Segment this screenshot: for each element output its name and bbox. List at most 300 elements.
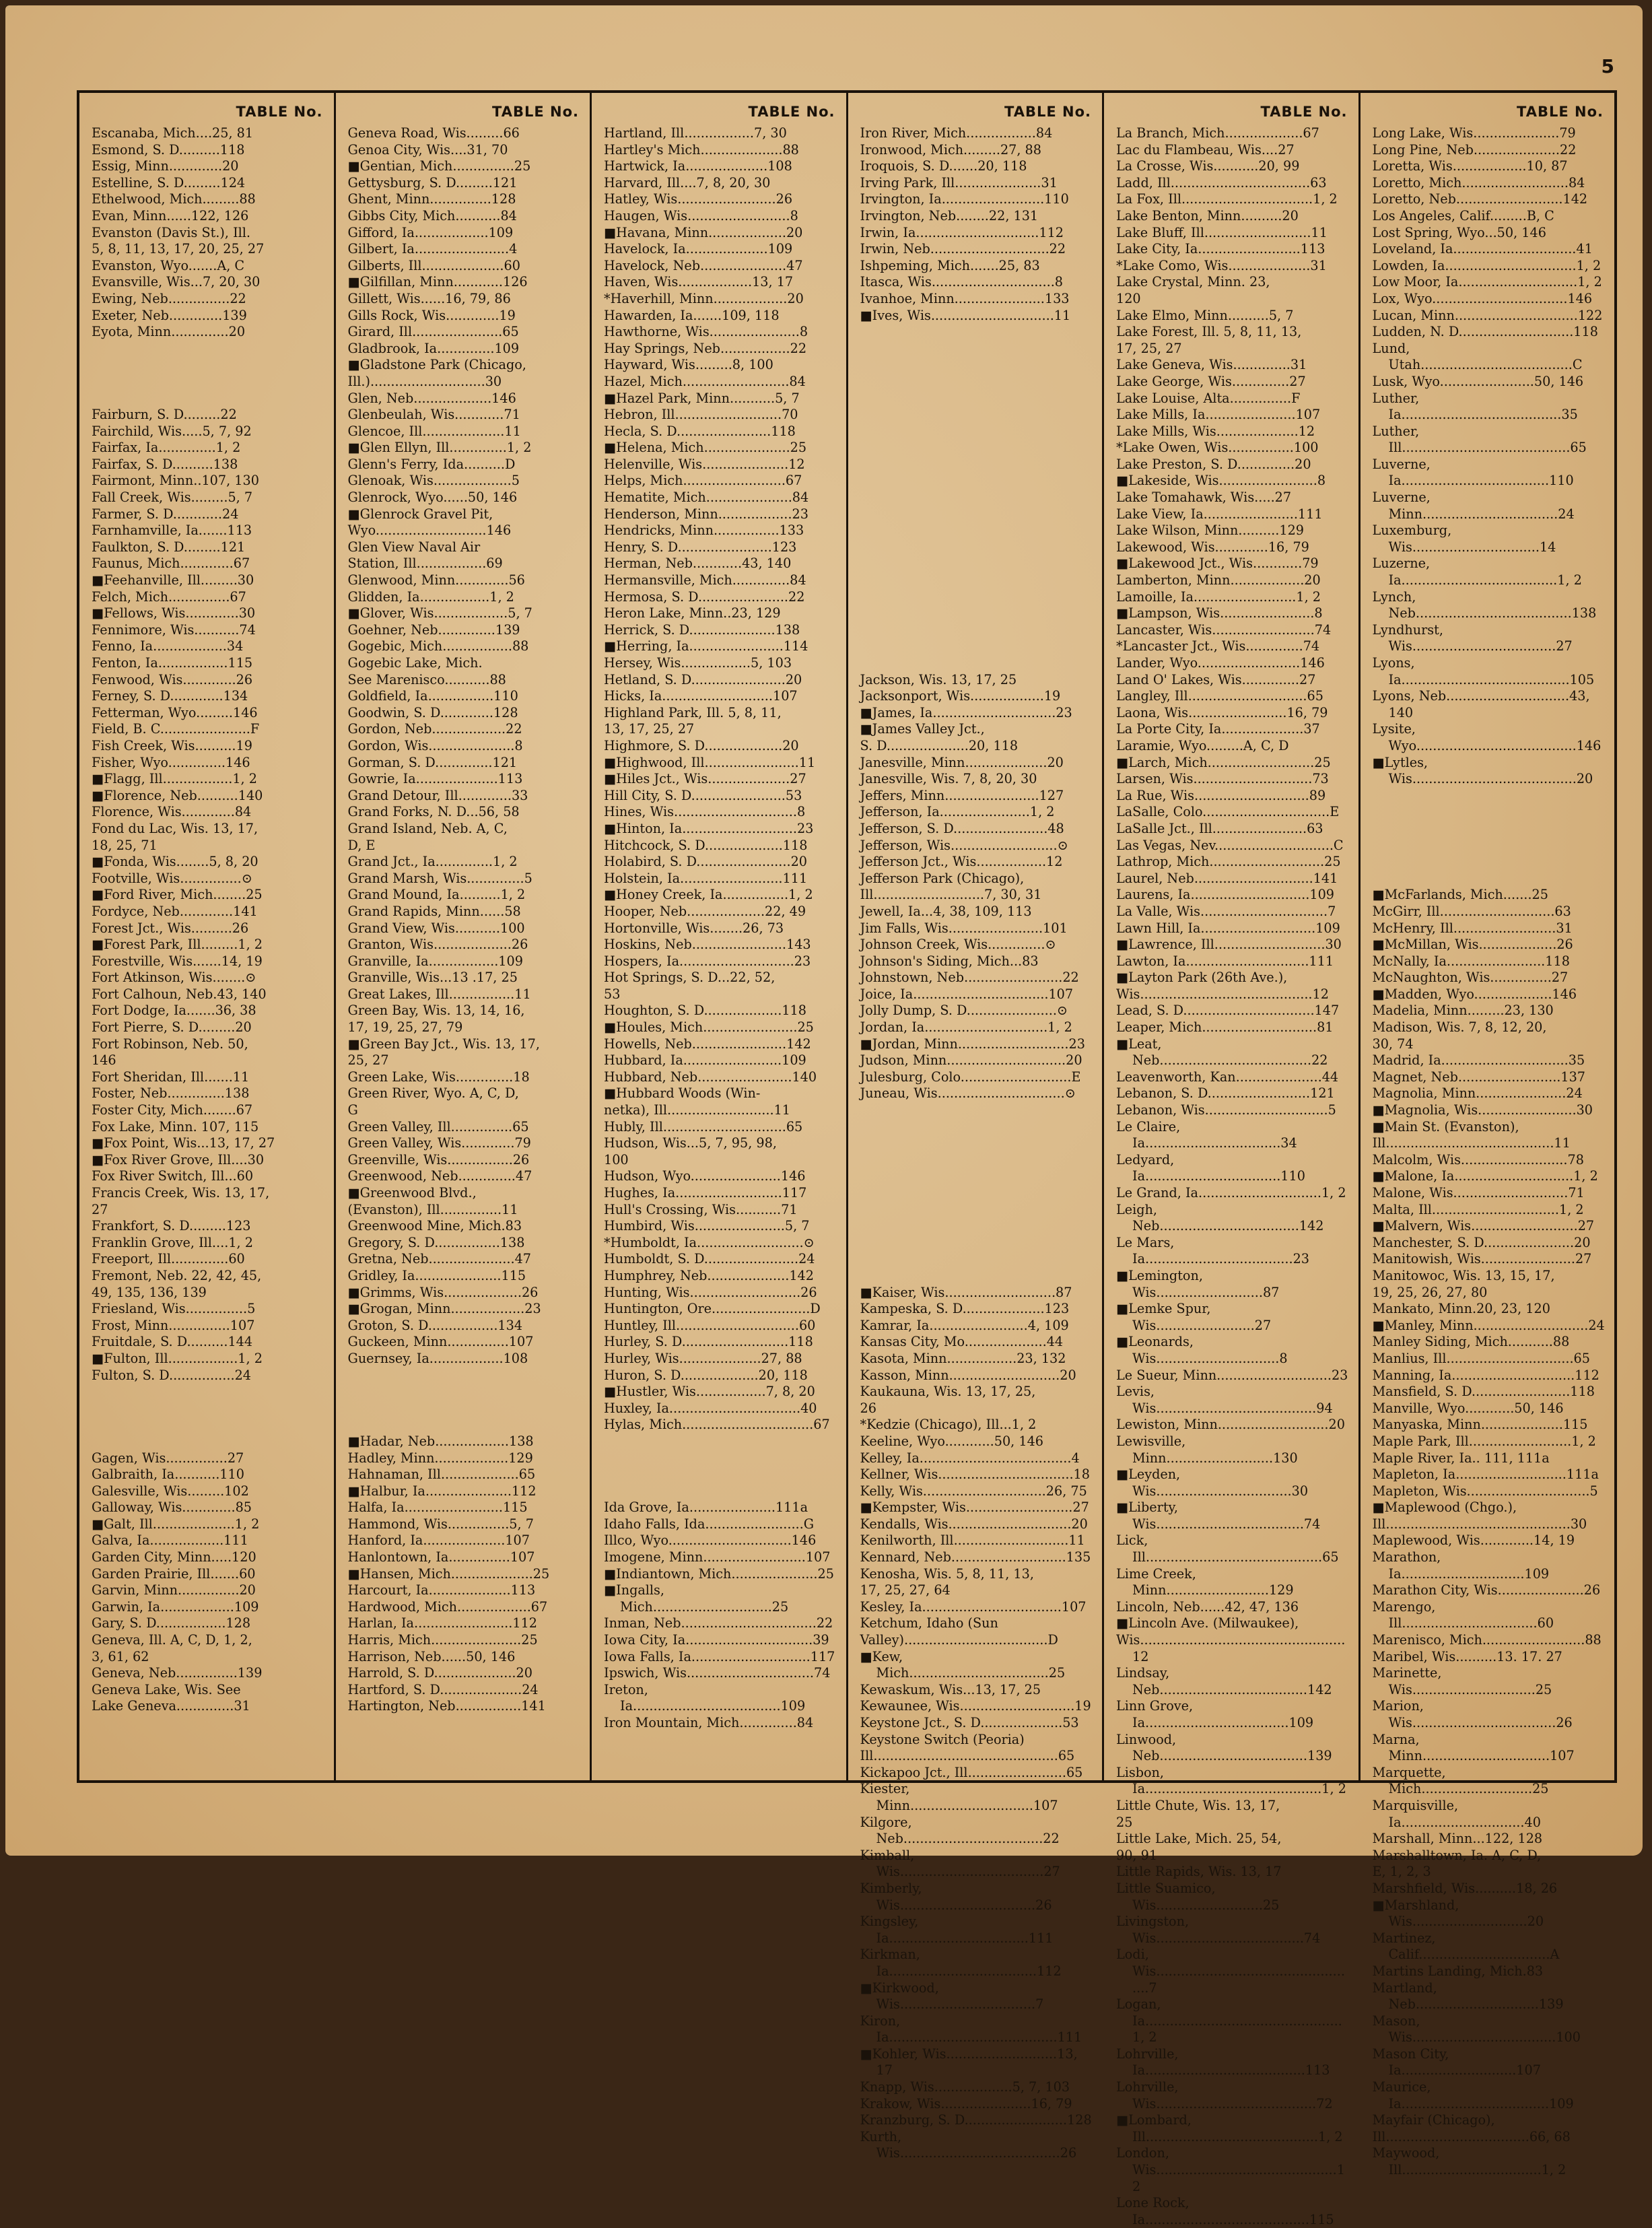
page-number: 5 — [1601, 55, 1614, 77]
index-entry: Lake Mills, Ia......................107 — [1116, 407, 1321, 423]
index-entry: Humboldt, S. D.......................24 — [604, 1251, 815, 1267]
index-entry: Humphrey, Neb....................142 — [604, 1267, 814, 1283]
section-gap — [92, 391, 324, 407]
index-entry: Martinez, Calif................................A — [1372, 1930, 1560, 1963]
index-entry: Gowrie, Ia....................113 — [347, 771, 523, 787]
index-entry: Holstein, Ia.........................111 — [604, 870, 808, 886]
section-gap — [1373, 821, 1606, 838]
index-entry: Ill...........................7, 30, 31 — [860, 887, 1042, 903]
index-column-2 — [336, 93, 592, 1780]
index-entry: Valley)...................................D — [860, 1632, 1058, 1648]
index-entry: Jordan, Ia..............................1, 2 — [860, 1019, 1072, 1036]
index-entry: Hicks, Ia...........................107 — [604, 688, 798, 704]
section-gap — [860, 1251, 1093, 1268]
index-entry: Humbird, Wis......................5, 7 — [604, 1218, 810, 1234]
index-entry: Lake Elmo, Minn..........5, 7 — [1116, 307, 1294, 323]
index-entry: Fall Creek, Wis.........5, 7 — [92, 490, 253, 506]
index-entry: netka), Ill..........................11 — [604, 1102, 791, 1118]
index-entry: ■Malone, Ia.............................1, 2 — [1372, 1168, 1598, 1184]
index-entry: Iron Mountain, Mich..............84 — [604, 1715, 814, 1730]
section-gap — [860, 506, 1093, 523]
index-entry: Genoa City, Wis....31, 70 — [347, 141, 508, 158]
index-entry: Lucan, Minn..............................122 — [1372, 307, 1603, 323]
index-entry: ■Magnolia, Wis........................30 — [1372, 1102, 1593, 1118]
index-entry: (Evanston), Ill...............11 — [347, 1201, 518, 1217]
index-entry: Le Sueur, Minn............................23 — [1116, 1367, 1348, 1383]
index-entry: Farnhamville, Ia.......113 — [92, 522, 252, 539]
index-entry: Lamberton, Minn..................20 — [1116, 572, 1321, 588]
index-entry: Evanston, Wyo.......A, C — [92, 257, 245, 273]
index-entry: Havelock, Ia....................109 — [604, 241, 793, 257]
index-entry: Hurley, S. D..........................118 — [604, 1334, 813, 1350]
index-entry: Franklin Grove, Ill....1, 2 — [92, 1234, 253, 1250]
index-entry: LaSalle Jct., Ill.......................63 — [1116, 820, 1323, 836]
index-entry: Hudson, Wyo......................146 — [604, 1168, 806, 1184]
index-entry: Goehner, Neb..............139 — [347, 621, 520, 638]
index-entry: Glenrock, Wyo......50, 146 — [347, 490, 518, 506]
index-entry: Fond du Lac, Wis. 13, 17, — [92, 820, 259, 836]
section-gap — [860, 473, 1093, 490]
index-entry: Girard, Ill......................65 — [347, 324, 519, 340]
index-entry: Station, Ill.................69 — [347, 555, 503, 572]
index-entry: Malta, Ill...............................1, 2 — [1372, 1201, 1584, 1217]
index-entry: Faunus, Mich.............67 — [92, 555, 250, 572]
index-entry: Hazel, Mich..........................84 — [604, 373, 806, 389]
section-gap — [860, 638, 1093, 655]
index-entry: Gorman, S. D..............121 — [347, 754, 518, 770]
index-entry: Fort Pierre, S. D.........20 — [92, 1019, 252, 1036]
index-entry: Hadley, Minn..................129 — [347, 1450, 533, 1466]
index-entry: Maplewood, Wis.............14, 19 — [1372, 1532, 1575, 1549]
index-entry: Illco, Wyo..............................146 — [604, 1532, 817, 1549]
index-entry: Huntington, Ore........................D — [604, 1301, 821, 1317]
column-entries — [860, 125, 1093, 2162]
index-entry: Mason City, Ia............................107 — [1372, 2046, 1541, 2079]
index-entry: Levis, Wis.......................................94 — [1116, 1384, 1333, 1416]
section-gap — [860, 555, 1093, 572]
index-entry: Halfa, Ia........................115 — [347, 1499, 528, 1516]
index-entry: Gladbrook, Ia..............109 — [347, 340, 520, 356]
index-entry: Hartford, S. D....................24 — [347, 1681, 539, 1697]
section-gap — [860, 1168, 1093, 1185]
index-entry: Lime Creek, Minn.........................129 — [1116, 1565, 1294, 1598]
section-gap — [92, 1384, 324, 1400]
index-entry: Hermosa, S. D......................22 — [604, 588, 805, 605]
index-entry: Leavenworth, Kan.....................44 — [1116, 1069, 1339, 1085]
index-entry: Hebron, Ill..........................70 — [604, 407, 798, 423]
index-entry: Hayward, Wis.........8, 100 — [604, 357, 773, 373]
index-entry: Lake Bluff, Ill..........................11 — [1116, 224, 1328, 240]
index-entry: G — [347, 1102, 358, 1118]
index-entry: Fisher, Wyo..............146 — [92, 754, 250, 770]
index-entry: Green Valley, Ill...............65 — [347, 1118, 529, 1135]
index-entry: Lisbon, Ia...........................................1, 2 — [1116, 1764, 1346, 1797]
index-entry: Lamoille, Ia.........................1, 2 — [1116, 588, 1321, 605]
index-entry: ■Galt, Ill....................1, 2 — [92, 1516, 260, 1532]
index-entry: ■Lakeside, Wis........................8 — [1116, 473, 1326, 489]
index-entry: Gordon, Wis.....................8 — [347, 737, 523, 753]
index-entry: Lebanon, Wis..............................5 — [1116, 1102, 1336, 1118]
index-entry: Hawarden, Ia.......109, 118 — [604, 307, 780, 323]
index-entry: ■Honey Creek, Ia................1, 2 — [604, 887, 813, 903]
index-entry: Maurice, Ia....................................109 — [1372, 2079, 1574, 2112]
index-entry: Marquette, Mich...........................25 — [1372, 1764, 1549, 1797]
index-entry: Jefferson, Wis..........................⊙ — [860, 837, 1068, 853]
index-entry: Hermansville, Mich..............84 — [604, 572, 806, 588]
index-entry: 26 — [860, 1400, 876, 1416]
section-gap — [860, 1119, 1093, 1136]
index-entry: Los Angeles, Calif.........B, C — [1372, 207, 1554, 224]
section-gap — [860, 374, 1093, 391]
index-entry: Martland, Neb..............................139 — [1372, 1980, 1564, 2013]
index-entry: ■James Valley Jct., — [860, 721, 985, 737]
index-entry: Hubbard, Neb.......................140 — [604, 1069, 817, 1085]
index-entry: Kimberly, Wis.................................26 — [860, 1880, 1052, 1913]
index-entry: Gary, S. D.................128 — [92, 1615, 251, 1631]
index-entry: Lake Benton, Minn..........20 — [1116, 207, 1299, 224]
index-entry: Grand Jct., Ia..............1, 2 — [347, 854, 518, 870]
index-entry: ■Lakewood Jct., Wis............79 — [1116, 555, 1319, 572]
section-gap — [1373, 804, 1606, 821]
index-entry: Irwin, Neb.............................22 — [860, 241, 1066, 257]
index-entry: Lake George, Wis..............27 — [1116, 373, 1306, 389]
column-entries — [92, 125, 324, 1715]
index-entry: Wis..................................................12 — [1116, 1632, 1346, 1664]
index-entry: S. D....................20, 118 — [860, 737, 1019, 753]
index-entry: Highmore, S. D...................20 — [604, 737, 799, 753]
index-entry: Fetterman, Wyo.........146 — [92, 704, 258, 720]
index-entry: Loretto, Mich..........................84 — [1372, 174, 1585, 191]
index-entry: *Humboldt, Ia..........................⊙ — [604, 1234, 815, 1250]
index-entry: Hay Springs, Neb.................22 — [604, 340, 807, 356]
index-entry: Marshfield, Wis..........18, 26 — [1372, 1880, 1558, 1896]
index-entry: Gibbs City, Mich...........84 — [347, 207, 517, 224]
index-entry: Francis Creek, Wis. 13, 17, — [92, 1185, 270, 1201]
index-entry: Marengo, Ill.................................60 — [1372, 1598, 1554, 1631]
index-entry: ■Hiles Jct., Wis....................27 — [604, 771, 806, 787]
section-gap — [604, 1450, 837, 1467]
index-entry: Luverne, Minn.................................24 — [1372, 490, 1575, 522]
index-entry: 19, 25, 26, 27, 80 — [1372, 1284, 1488, 1300]
index-entry: Malone, Wis............................71 — [1372, 1185, 1585, 1201]
index-entry: ■Gentian, Mich...............25 — [347, 158, 531, 174]
index-entry: ■Indiantown, Mich.....................25 — [604, 1565, 834, 1582]
index-entry: Lawton, Ia..............................111 — [1116, 953, 1334, 969]
index-entry: Gifford, Ia..................109 — [347, 224, 514, 240]
index-entry: Lake Forest, Ill. 5, 8, 11, 13, — [1116, 324, 1302, 340]
column-entries — [348, 125, 581, 1715]
index-entry: ■Ingalls, Mich.............................25 — [604, 1582, 789, 1615]
index-entry: La Branch, Mich...................67 — [1116, 125, 1319, 141]
index-entry: Glenwood, Minn.............56 — [347, 572, 525, 588]
index-entry: Hartwick, Ia....................108 — [604, 158, 792, 174]
index-entry: ■Lawrence, Ill...........................30 — [1116, 937, 1342, 953]
index-entry: McNally, Ia........................118 — [1372, 953, 1570, 969]
index-entry: Little Suamico, Wis..........................25 — [1116, 1880, 1280, 1913]
index-entry: Manitowoc, Wis. 13, 15, 17, — [1372, 1267, 1555, 1283]
index-entry: Hull's Crossing, Wis...........71 — [604, 1201, 798, 1217]
index-entry: Hawthorne, Wis......................8 — [604, 324, 808, 340]
index-entry: ■Florence, Neb..........140 — [92, 787, 263, 803]
section-gap — [860, 1268, 1093, 1285]
index-entry: Linwood, Neb....................................139 — [1116, 1731, 1332, 1764]
index-entry: ■Fonda, Wis........5, 8, 20 — [92, 854, 259, 870]
index-entry: Julesburg, Colo...........................E — [860, 1069, 1081, 1085]
index-entry: Le Grand, Ia..............................1, 2 — [1116, 1185, 1346, 1201]
index-entry: La Porte City, Ia....................37 — [1116, 721, 1320, 737]
index-entry: Hortonville, Wis........26, 73 — [604, 920, 784, 936]
index-entry: Evansville, Wis...7, 20, 30 — [92, 274, 261, 290]
index-entry: Irvington, Neb........22, 131 — [860, 207, 1039, 224]
index-entry: ■Helena, Mich.....................25 — [604, 440, 807, 456]
index-entry: Lodi, Wis..................................................7 — [1116, 1947, 1345, 1996]
index-entry: 17, 19, 25, 27, 79 — [347, 1019, 463, 1036]
section-gap — [92, 1417, 324, 1433]
index-entry: Fairfax, Ia..............1, 2 — [92, 440, 241, 456]
index-entry: Marshall, Minn...122, 128 — [1372, 1831, 1543, 1847]
index-entry: Iroquois, S. D.......20, 118 — [860, 158, 1027, 174]
index-entry: Lewisville, Minn..........................130 — [1116, 1433, 1298, 1466]
index-entry: Langley, Ill.............................65 — [1116, 688, 1323, 704]
index-entry: ■James, Ia..............................23 — [860, 704, 1072, 720]
index-entry: ■Larch, Mich..........................25 — [1116, 754, 1331, 770]
index-entry: Lake View, Ia.......................111 — [1116, 506, 1323, 522]
index-entry: Lathrop, Mich............................25 — [1116, 854, 1341, 870]
index-entry: Mason, Wis...................................100 — [1372, 2013, 1581, 2046]
index-entry: ■Main St. (Evanston), — [1372, 1118, 1519, 1135]
index-entry: McGirr, Ill............................63 — [1372, 903, 1571, 919]
index-entry: Kamrar, Ia........................4, 109 — [860, 1317, 1069, 1333]
index-entry: Ledyard, Ia.................................110 — [1116, 1151, 1305, 1184]
index-entry: ■Malvern, Wis..........................27 — [1372, 1218, 1595, 1234]
index-entry: Highland Park, Ill. 5, 8, 11, — [604, 704, 782, 720]
index-entry: Havelock, Neb.....................47 — [604, 257, 803, 273]
index-entry: Lake Preston, S. D..............20 — [1116, 456, 1311, 472]
index-entry: Jim Falls, Wis.......................101 — [860, 920, 1068, 936]
index-entry: Low Moor, Ia.............................1, 2 — [1372, 274, 1602, 290]
index-entry: Kiron, Ia.........................................111 — [860, 2013, 1082, 2046]
index-entry: Manyaska, Minn....................115 — [1372, 1417, 1588, 1433]
index-entry: Maywood, Ill..................................1, 2 — [1372, 2145, 1567, 2178]
index-entry: Magnet, Neb.........................137 — [1372, 1069, 1586, 1085]
index-entry: Lynch, Neb......................................138 — [1372, 588, 1597, 621]
section-gap — [604, 1483, 837, 1500]
index-entry: ■Lincoln Ave. (Milwaukee), — [1116, 1615, 1299, 1631]
index-entry: *Lake Como, Wis....................31 — [1116, 257, 1327, 273]
index-entry: Esmond, S. D..........118 — [92, 141, 245, 158]
index-entry: ■Maplewood (Chgo.), — [1372, 1499, 1517, 1516]
index-entry: McHenry, Ill.........................31 — [1372, 920, 1573, 936]
index-entry: Guckeen, Minn...............107 — [347, 1334, 534, 1350]
index-entry: Kasson, Minn...........................20 — [860, 1367, 1076, 1383]
index-entry: Estelline, S. D.........124 — [92, 174, 246, 191]
index-entry: Land O' Lakes, Wis..............27 — [1116, 671, 1316, 687]
index-entry: Ida Grove, Ia.....................111a — [604, 1499, 808, 1516]
index-entry: Harcourt, Ia....................113 — [347, 1582, 536, 1598]
index-entry: ■Grogan, Minn..................23 — [347, 1301, 541, 1317]
index-entry: Hill City, S. D.......................53 — [604, 787, 802, 803]
index-entry: Manville, Wyo............50, 146 — [1372, 1400, 1564, 1416]
index-entry: Lusk, Wyo.......................50, 146 — [1372, 373, 1584, 389]
index-entry: Harlan, Ia........................112 — [347, 1615, 537, 1631]
index-entry: ■Glen Ellyn, Ill..............1, 2 — [347, 440, 532, 456]
index-entry: Loretta, Wis..................10, 87 — [1372, 158, 1568, 174]
index-entry: Jefferson Jct., Wis.................12 — [860, 854, 1063, 870]
index-entry: 120 — [1116, 290, 1141, 306]
section-gap — [860, 1135, 1093, 1152]
index-entry: La Valle, Wis...............................7 — [1116, 903, 1336, 919]
index-entry: Goldfield, Ia................110 — [347, 688, 518, 704]
index-entry: Jacksonport, Wis..................19 — [860, 688, 1061, 704]
section-gap — [860, 391, 1093, 407]
index-entry: Mankato, Minn.20, 23, 120 — [1372, 1301, 1550, 1317]
index-entry: Krakow, Wis......................16, 79 — [860, 2095, 1072, 2112]
index-entry: E, 1, 2, 3 — [1372, 1864, 1431, 1880]
index-entry: Hunting, Wis...........................26 — [604, 1284, 817, 1300]
index-entry: Groton, S. D.................134 — [347, 1317, 523, 1333]
index-entry: Marathon City, Wis.....................26 — [1372, 1582, 1601, 1598]
index-entry: Friesland, Wis...............5 — [92, 1301, 256, 1317]
index-entry: Galbraith, Ia...........110 — [92, 1466, 244, 1483]
column-entries — [1373, 125, 1606, 2179]
index-entry: Jefferson, Ia......................1, 2 — [860, 804, 1055, 820]
index-entry: Heron Lake, Minn..23, 129 — [604, 605, 781, 621]
index-entry: ■Liberty, Wis....................................74 — [1116, 1499, 1321, 1532]
section-gap — [860, 1152, 1093, 1169]
index-entry: ■Greenwood Blvd., — [347, 1185, 477, 1201]
index-entry: Ishpeming, Mich.......25, 83 — [860, 257, 1040, 273]
index-entry: Lyons, Neb..............................43, 140 — [1372, 688, 1594, 720]
section-gap — [860, 522, 1093, 539]
index-entry: ■Kohler, Wis...........................13, 17 — [860, 2046, 1082, 2079]
section-gap — [92, 1400, 324, 1417]
index-entry: Fairburn, S. D.........22 — [92, 407, 237, 423]
index-entry: Lac du Flambeau, Wis....27 — [1116, 141, 1295, 158]
index-entry: Manning, Ia..............................112 — [1372, 1367, 1599, 1383]
index-entry: Jewell, Ia...4, 38, 109, 113 — [860, 903, 1032, 919]
index-entry: Manley Siding, Mich...........88 — [1372, 1334, 1570, 1350]
index-entry: Kaukauna, Wis. 13, 17, 25, — [860, 1384, 1036, 1400]
index-entry: 5, 8, 11, 13, 17, 20, 25, 27 — [92, 241, 265, 257]
index-entry: Linn Grove, Ia...................................109 — [1116, 1698, 1314, 1730]
section-gap — [860, 457, 1093, 473]
index-entry: Footville, Wis...............⊙ — [92, 870, 252, 886]
index-entry: Essig, Minn.............20 — [92, 158, 239, 174]
index-entry: Kickapoo Jct., Ill........................65 — [860, 1764, 1083, 1780]
index-entry: ■Grimms, Wis...................26 — [347, 1284, 539, 1300]
index-entry: Mayfair (Chicago), — [1372, 2112, 1495, 2128]
index-entry: Fort Atkinson, Wis........⊙ — [92, 970, 256, 986]
index-entry: Galva, Ia..................111 — [92, 1532, 248, 1549]
index-entry: 13, 17, 25, 27 — [604, 721, 695, 737]
index-entry: Lone Rock, Ia........................................115 — [1116, 2195, 1334, 2227]
section-gap — [604, 1433, 837, 1450]
index-entry: Lick, Ill...........................................65 — [1116, 1532, 1339, 1565]
index-entry: Little Lake, Mich. 25, 54, — [1116, 1831, 1282, 1847]
index-entry: Gridley, Ia.....................115 — [347, 1267, 526, 1283]
index-entry: Marion, Wis...................................26 — [1372, 1698, 1573, 1730]
section-gap — [860, 1235, 1093, 1252]
index-entry: Glidden, Ia.................1, 2 — [347, 588, 514, 605]
section-gap — [860, 572, 1093, 589]
index-entry: Glenoak, Wis...................5 — [347, 473, 520, 489]
index-entry: Lake City, Ia.........................113 — [1116, 241, 1326, 257]
section-gap — [348, 1400, 581, 1417]
index-entry: ■Leyden, Wis.................................30 — [1116, 1466, 1309, 1499]
section-gap — [860, 341, 1093, 358]
index-entry: Lox, Wyo.................................146 — [1372, 290, 1593, 306]
index-entry: Garwin, Ia..................109 — [92, 1598, 259, 1615]
index-entry: Irvington, Ia.........................110 — [860, 191, 1069, 207]
index-entry: Lysite, Wyo.......................................146 — [1372, 721, 1602, 753]
index-entry: Garden City, Minn.....120 — [92, 1549, 256, 1565]
index-entry: LaSalle, Colo...............................E — [1116, 804, 1340, 820]
index-entry: 3, 61, 62 — [92, 1648, 149, 1664]
index-entry: Johnson's Siding, Mich...83 — [860, 953, 1039, 969]
index-entry: Foster City, Mich........67 — [92, 1102, 253, 1118]
index-entry: Geneva, Ill. A, C, D, 1, 2, — [92, 1632, 252, 1648]
column-header: TABLE No. — [236, 104, 323, 120]
index-entry: Madelia, Minn.........23, 130 — [1372, 1003, 1554, 1019]
index-entry: Galloway, Wis.............85 — [92, 1499, 252, 1516]
index-entry: Wyo...........................146 — [347, 522, 512, 539]
index-entry: Imogene, Minn.........................107 — [604, 1549, 831, 1565]
index-entry: Grand Island, Neb. A, C, — [347, 820, 508, 836]
index-entry: Kenilworth, Ill............................11 — [860, 1532, 1085, 1549]
index-entry: Exeter, Neb.............139 — [92, 307, 247, 323]
index-entry: Lake Tomahawk, Wis.....27 — [1116, 490, 1292, 506]
section-gap — [348, 1384, 581, 1400]
index-entry: ■Manley, Minn............................24 — [1372, 1317, 1605, 1333]
index-entry: ■Gilfillan, Minn............126 — [347, 274, 528, 290]
index-entry: 49, 135, 136, 139 — [92, 1284, 207, 1300]
column-header: TABLE No. — [748, 104, 835, 120]
section-gap — [1373, 788, 1606, 805]
index-entry: Juneau, Wis...............................⊙ — [860, 1085, 1076, 1102]
index-entry: Hooper, Neb...................22, 49 — [604, 903, 806, 919]
index-entry: Ill.........................................11 — [1372, 1135, 1571, 1151]
index-entry: Le Claire, Ia.................................34 — [1116, 1118, 1297, 1151]
index-entry: ■Leat, Neb.....................................22 — [1116, 1036, 1328, 1069]
section-gap — [860, 440, 1093, 457]
index-entry: Geneva Road, Wis.........66 — [347, 125, 520, 141]
index-entry: Fordyce, Neb.............141 — [92, 903, 258, 919]
index-entry: Escanaba, Mich....25, 81 — [92, 125, 254, 141]
index-entry: Lake Geneva, Wis..............31 — [1116, 357, 1307, 373]
section-gap — [92, 341, 324, 358]
index-entry: Green Lake, Wis..............18 — [347, 1069, 530, 1085]
index-entry: Mapleton, Wis..............................5 — [1372, 1483, 1598, 1499]
index-entry: Kesley, Ia..................................107 — [860, 1598, 1087, 1615]
index-entry: ■Havana, Minn...................20 — [604, 224, 803, 240]
index-entry: ■Houles, Mich.......................25 — [604, 1019, 814, 1036]
index-entry: Keeline, Wyo............50, 146 — [860, 1433, 1043, 1449]
index-entry: 25, 27 — [347, 1052, 389, 1069]
index-entry: Kimball, Wis...................................27 — [860, 1847, 1060, 1880]
index-entry: Jolly Dump, S. D......................⊙ — [860, 1003, 1068, 1019]
index-entry: ■Lombard, Ill..........................................1, 2 — [1116, 2112, 1343, 2145]
index-entry: ■McMillan, Wis...................26 — [1372, 937, 1573, 953]
index-entry: Gogebic Lake, Mich. — [347, 655, 483, 671]
index-entry: Leigh, Neb..................................142 — [1116, 1201, 1324, 1234]
index-entry: Fairmont, Minn..107, 130 — [92, 473, 259, 489]
column-entries — [604, 125, 837, 1732]
index-entry: Lyons, Ia.........................................105 — [1372, 655, 1595, 687]
index-entry: Janesville, Wis. 7, 8, 20, 30 — [860, 771, 1037, 787]
index-entry: Lund, Utah.....................................C — [1372, 340, 1583, 373]
section-gap — [92, 357, 324, 374]
index-entry: 90, 91 — [1116, 1847, 1158, 1863]
